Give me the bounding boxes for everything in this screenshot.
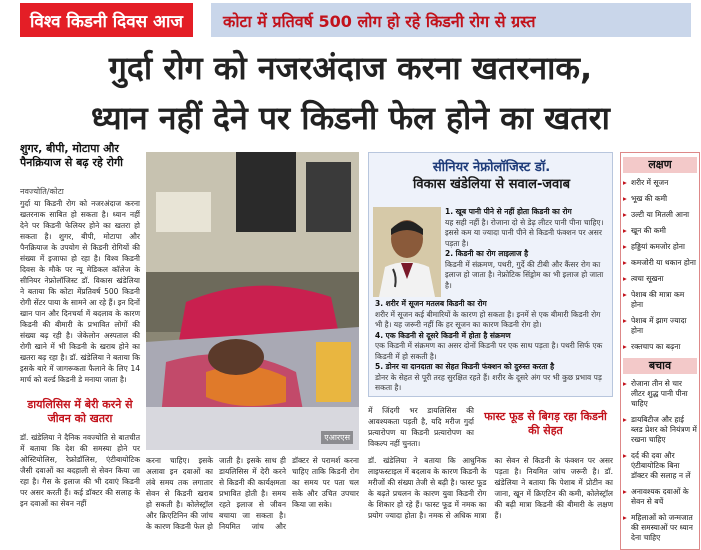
qa-question: 5. डोनर या दानदाता का सेहत किडनी फंक्शन को दुरुस्त करता है [375, 362, 555, 371]
qa-question: 4. एक किडनी से दूसरे किडनी में होता है संक्रमण [375, 330, 511, 340]
symptom-item: ▸ शरीर में सूजन [623, 178, 697, 188]
sidebar [620, 152, 700, 542]
lead-subhead-2: डायलिसिस में बेरी करने से जीवन को खतरा [27, 398, 133, 425]
symptom-item: ▸ पेशाब की मात्रा कम होना [623, 290, 697, 310]
lead-body: गुर्दा या किडनी रोग को नजरअंदाज करना खतरनाक साबित हो सकता है। ध्यान नहीं देने पर किडनी फेलियर होने का खतरा हो सकता है। शुगर, बीपी, मोटापा और पैनक्रियाज के उपयोग से किडनी रोगियों की संख्या में इजाफा हो रहा है। विश्व किडनी दिवस के मौके पर न्यू मेडिकल कॉलेज के सीनियर नेफ्रोलॉजिस्ट डॉ. विकास खंडेलिया ने बताया कि कोटा मेंप्रतिवर्ष 500 किडनी रोगी सेंटर पाया के सामने आ रहे हैं। इन दिनों खान पान और दिनचर्या में बदलाव के कारण किडनी की बीमारी के प्रभावित लोगों की संख्या बढ़ रही है। जेकेलोन अस्पताल की रोगी खाने में भी किडनी के खराब होने का खतरा बढ़ रहा है। डॉ. खंडेलिया ने बताया कि इसके बारे में जागरूकता फैलाने के लिए 14 मार्च को वर्ल्ड किडनी डे मनाया जाता है। [20, 199, 140, 384]
byline: नवज्योति/कोटा [20, 187, 64, 196]
qa-answer: किडनी में संक्रमण, पथरी, गुर्दे की टीबी और कैंसर रोग का इलाज हो जाता है। नेफ्रोटिक सिंड्रोम का भी इलाज हो जाता है। [445, 259, 604, 290]
qa-item [445, 249, 609, 291]
symptom-item: ▸ भूख की कमी [623, 194, 697, 204]
prevention-item: ▸ दर्द की दवा और एंटीबायोटिक बिना डॉक्टर की सलाह न लें [623, 451, 697, 481]
symptom-item: ▸ उल्टी या मितली आना [623, 210, 697, 220]
qa-answer: डोनर के सेहत से पूरी तरह सुरक्षित रहते हैं। शरीर के दूसरे अंग पर भी कुछ प्रभाव पड़ सकता है। [375, 372, 602, 392]
prevention-list [623, 379, 697, 543]
qa-item [445, 207, 609, 249]
col3-body-2: डॉ. खंडेलिया ने बताया कि आधुनिक लाइफस्टाइल में बदलाव के कारण किडनी के मरीजों की संख्या तेजी से बढ़ी है। फास्ट फूड के बढ़ते प्रचलन के कारण युवा किडनी रोग के शिकार हो रहे हैं। फास्ट फूड में नमक का प्रयोग ज्यादा होता है। नमक से अधिक मात्रा का सेवन से किडनी के फंक्शन पर असर पड़ता है। नियमित जांच जरूरी है। डॉ. खंडेलिया ने बताया कि पेशाब में प्रोटीन का जाना, खून में क्रिएटिन की कमी, कोलेस्ट्रॉल की बढ़ी मात्रा किडनी की बीमारी के लक्षण हैं। [368, 456, 613, 520]
col3-subhead: फास्ट फूड से बिगड़ रहा किडनी की सेहत [484, 410, 607, 437]
lead-body-2: डॉ. खंडेलिया ने दैनिक नवज्योति से बातचीत में बताया कि देश की समस्या होने पर ओस्टियोलिस, रेफ्रोडॉलिस, एंटीबायोटिक जैसी दवाओं का बदहाली से सेवन किया जा रहा है। गैस के इलाज की भी दवाएं किडनी पर असर करती हैं। कई डॉक्टर की सलाह के इन दवाओं का सेवन नहीं [20, 433, 140, 508]
symptom-item: ▸ पेशाब में झाग ज्यादा होना [623, 316, 697, 336]
kicker-strip: कोटा में प्रतिवर्ष 500 लोग हो रहे किडनी रोग से ग्रस्त [211, 3, 691, 37]
qa-question: 2. किडनी का रोग लाइलाज है [445, 249, 529, 258]
symptom-item: ▸ त्वचा सूखना [623, 274, 697, 284]
lead-subhead: शुगर, बीपी, मोटापा और पैनक्रियाज से बढ़ रहे रोगी [20, 142, 123, 169]
headline-line-2: ध्यान नहीं देने पर किडनी फेल होने का खतरा [91, 99, 610, 137]
prevention-item: ▸ अनावश्यक दवाओं के सेवन से बचें [623, 487, 697, 507]
qa-item [375, 299, 609, 331]
symptoms-box [620, 152, 700, 550]
prevention-item: ▸ रोजाना तीन से चार लीटर शुद्ध पानी पीना चाहिए [623, 379, 697, 409]
qa-heading-line-1: सीनियर नेफ्रोलॉजिस्ट डॉ. [432, 160, 551, 175]
symptom-item: ▸ हड्डियां कमजोर होना [623, 242, 697, 252]
symptoms-title: लक्षण [623, 157, 697, 173]
prevention-title: बचाव [623, 358, 697, 374]
doctor-portrait-image [373, 207, 441, 297]
news-photo [146, 152, 359, 450]
qa-question: 1. खूब पानी पीने से नहीं होता किडनी का रोग [445, 207, 572, 216]
symptoms-list [623, 178, 697, 352]
doctor-photo [373, 207, 441, 297]
qa-item [375, 331, 609, 363]
symptom-item: ▸ कमजोरी या थकान होना [623, 258, 697, 268]
qa-answer: शरीर में सूजन कई बीमारियों के कारण हो सकता है। इनमें से एक बीमारी किडनी रोग भी है। यह जरूरी नहीं कि हर सूजन का कारण किडनी रोग हो। [375, 309, 601, 329]
top-bar [0, 0, 701, 40]
qa-answer: यह सही नहीं है। रोजाना दो से डेढ़ लीटर पानी पीना चाहिए। इससे कम या ज्यादा पानी पीने से किडनी फंक्शन पर असर पड़ता है। [445, 217, 604, 248]
photo-story-body: करना चाहिए। इसके अलावा इन दवाओं का लंबे समय तक लगातार सेवन से किडनी खराब हो सकती है। कोलेस्ट्रॉल और क्रिएटिनिन की जांच के कारण किडनी फेल हो जाती है। इसके साथ ही डायलिसिस में देरी करने से किडनी की कार्यक्षमता प्रभावित होती है। समय रहते इलाज से जीवन बचाया जा सकता है। नियमित जांच और डॉक्टर से परामर्श करना चाहिए ताकि किडनी रोग का समय पर पता चल सके और उचित उपचार किया जा सके। [146, 456, 359, 531]
section-tag: विश्व किडनी दिवस आज [20, 3, 193, 37]
hospital-scene-image [146, 152, 359, 450]
qa-heading [369, 153, 614, 203]
qa-heading-line-2: विकास खंडेलिया से सवाल-जवाब [412, 177, 571, 192]
symptom-item: ▸ खून की कमी [623, 226, 697, 236]
photo-credit: एआरएस [321, 431, 353, 444]
prevention-item: ▸ महिलाओं को जन्मजात की समस्याओं पर ध्यान देना चाहिए [623, 513, 697, 543]
col3-body: में जिंदगी भर डायलिसिस की आवश्यकता पड़ती है, यदि मरीज गुर्दा प्रत्यारोपण या किडनी प्रत्यारोपण का विकल्प नहीं चुनता। [368, 406, 474, 448]
prevention-item: ▸ डायबिटीज और हाई ब्लड प्रेशर को नियंत्रण में रखना चाहिए [623, 415, 697, 445]
qa-item [375, 362, 609, 394]
qa-question: 3. शरीर में सूजन मतलब किडनी का रोग [375, 299, 487, 308]
headline-line-1: गुर्दा रोग को नजरअंदाज करना खतरनाक, [108, 49, 593, 87]
qa-answer: एक किडनी में संक्रमण का असर दोनों किडनी पर एक साथ पड़ता है। पथरी सिर्फ एक किडनी में हो सकती है। [375, 341, 603, 361]
qa-items-top [445, 207, 609, 297]
symptom-item: ▸ रक्तचाप का बढ़ना [623, 342, 697, 352]
qa-box [368, 152, 613, 397]
qa-items-bottom [375, 299, 609, 395]
